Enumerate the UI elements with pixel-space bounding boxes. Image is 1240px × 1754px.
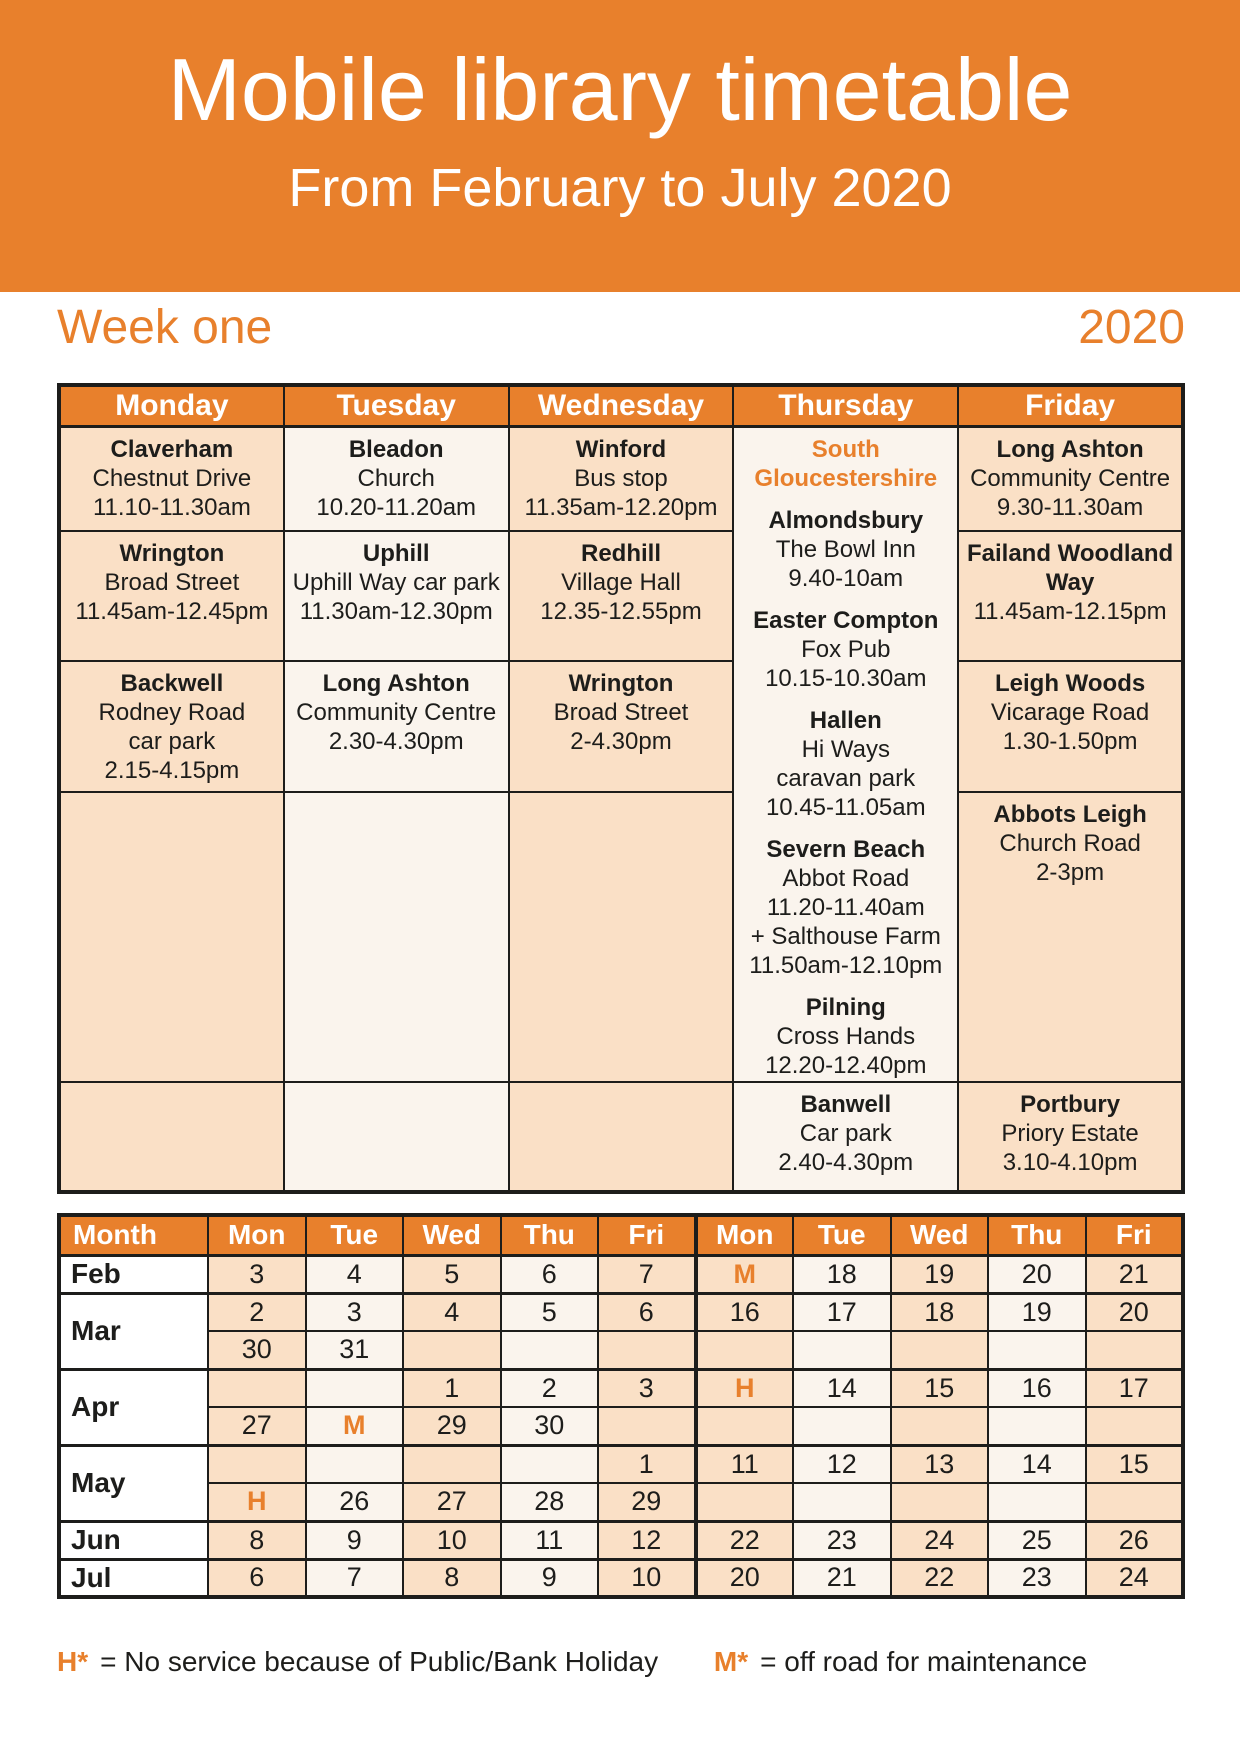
calendar-row bbox=[59, 1369, 1183, 1407]
calendar-header-row bbox=[59, 1215, 1183, 1255]
calendar-row bbox=[59, 1445, 1183, 1483]
timetable-cell bbox=[284, 531, 509, 661]
timetable-row bbox=[59, 426, 1183, 531]
calendar-row bbox=[59, 1293, 1183, 1331]
stop-detail: 2.15-4.15pm bbox=[104, 757, 240, 784]
calendar-cell bbox=[988, 1331, 1086, 1369]
week-label: Week one bbox=[57, 301, 273, 354]
stop-name: Winford bbox=[575, 435, 667, 463]
calendar-body bbox=[59, 1255, 1183, 1597]
calendar-cell: 30 bbox=[208, 1331, 306, 1369]
stop-detail: Community Centre bbox=[296, 699, 497, 726]
timetable-stop bbox=[959, 435, 1181, 522]
stop-detail: Hi Ways bbox=[801, 735, 891, 763]
calendar-cell: 26 bbox=[1086, 1521, 1184, 1559]
calendar-cell: 15 bbox=[1086, 1445, 1184, 1483]
stop-detail: 2-4.30pm bbox=[570, 728, 672, 755]
stop-name: Leigh Woods bbox=[994, 670, 1146, 697]
stop-detail: 11.20-11.40am bbox=[766, 893, 925, 921]
timetable-stop bbox=[734, 435, 957, 493]
timetable-cell bbox=[958, 792, 1183, 1082]
timetable-stop bbox=[959, 1090, 1181, 1177]
calendar-cell: 7 bbox=[598, 1255, 696, 1293]
calendar-cell bbox=[988, 1483, 1086, 1521]
timetable-stop bbox=[734, 506, 957, 593]
stop-name: Long Ashton bbox=[996, 435, 1144, 463]
calendar-cell bbox=[306, 1445, 404, 1483]
stop-detail: Cross Hands bbox=[776, 1022, 916, 1050]
timetable-stop bbox=[61, 539, 283, 626]
timetable-row bbox=[59, 792, 1183, 1082]
stop-detail: 11.45am-12.15pm bbox=[973, 598, 1167, 625]
calendar-cell: 24 bbox=[891, 1521, 989, 1559]
calendar-cell: 12 bbox=[793, 1445, 891, 1483]
page-title: Mobile library timetable bbox=[167, 40, 1073, 139]
timetable-stop bbox=[510, 539, 733, 626]
timetable-cell bbox=[59, 792, 284, 1082]
timetable-header-row bbox=[59, 385, 1183, 426]
calendar-cell: 13 bbox=[891, 1445, 989, 1483]
calendar-cell: 8 bbox=[403, 1559, 501, 1597]
calendar-cell bbox=[501, 1331, 599, 1369]
calendar-cell: H bbox=[208, 1483, 306, 1521]
stop-detail: The Bowl Inn bbox=[775, 535, 916, 563]
calendar-cell: 20 bbox=[1086, 1293, 1184, 1331]
calendar-row bbox=[59, 1521, 1183, 1559]
timetable-stop bbox=[285, 435, 508, 522]
timetable-stop bbox=[510, 669, 733, 756]
calendar-cell bbox=[1086, 1331, 1184, 1369]
calendar-header-day: Mon bbox=[696, 1215, 794, 1255]
timetable-cell bbox=[284, 1082, 509, 1192]
stop-name: Long Ashton bbox=[322, 670, 470, 697]
stop-detail: + Salthouse Farm bbox=[750, 922, 941, 950]
timetable-row bbox=[59, 1082, 1183, 1192]
calendar-headers bbox=[59, 1215, 1183, 1255]
calendar-cell: 2 bbox=[208, 1293, 306, 1331]
stop-name: Redhill bbox=[580, 540, 661, 567]
calendar-cell: 23 bbox=[793, 1521, 891, 1559]
timetable-stop bbox=[959, 539, 1181, 626]
calendar-cell: 21 bbox=[1086, 1255, 1184, 1293]
calendar-cell: 2 bbox=[501, 1369, 599, 1407]
timetable-day-headers bbox=[59, 385, 1183, 426]
calendar-cell: 16 bbox=[696, 1293, 794, 1331]
stop-name: Portbury bbox=[1020, 1091, 1121, 1118]
stop-detail: 11.35am-12.20pm bbox=[524, 493, 718, 521]
calendar-header-day: Mon bbox=[208, 1215, 306, 1255]
calendar-cell bbox=[306, 1369, 404, 1407]
legend-maintenance-text: = off road for maintenance bbox=[760, 1646, 1088, 1677]
day-header-monday: Monday bbox=[59, 385, 284, 426]
calendar-cell bbox=[793, 1483, 891, 1521]
calendar-cell: 23 bbox=[988, 1559, 1086, 1597]
stop-detail: Uphill Way car park bbox=[292, 569, 500, 596]
stop-detail: Chestnut Drive bbox=[92, 464, 252, 492]
calendar-table bbox=[57, 1213, 1185, 1599]
timetable-stop bbox=[734, 993, 957, 1080]
stop-name: Wrington bbox=[119, 540, 225, 567]
stop-name: Backwell bbox=[120, 670, 224, 697]
calendar-cell: 8 bbox=[208, 1521, 306, 1559]
calendar-cell bbox=[891, 1407, 989, 1445]
timetable-cell bbox=[509, 661, 734, 792]
stop-detail: 9.40-10am bbox=[788, 564, 904, 592]
calendar-cell bbox=[208, 1445, 306, 1483]
calendar-cell: 10 bbox=[403, 1521, 501, 1559]
calendar-cell: 3 bbox=[306, 1293, 404, 1331]
timetable-cell bbox=[284, 426, 509, 531]
timetable-cell bbox=[509, 792, 734, 1082]
stop-detail: Fox Pub bbox=[801, 635, 891, 663]
calendar-cell bbox=[1086, 1483, 1184, 1521]
timetable-stop bbox=[734, 606, 957, 693]
stop-detail: 1.30-1.50pm bbox=[1002, 728, 1138, 755]
timetable-cell bbox=[733, 1082, 958, 1192]
calendar-cell: 1 bbox=[403, 1369, 501, 1407]
stop-detail: Broad Street bbox=[553, 699, 689, 726]
week-one-timetable bbox=[57, 383, 1185, 1194]
calendar-cell: 22 bbox=[891, 1559, 989, 1597]
calendar-cell bbox=[403, 1445, 501, 1483]
calendar-cell: 28 bbox=[501, 1483, 599, 1521]
stop-detail: 11.30am-12.30pm bbox=[299, 598, 493, 625]
calendar-cell: 26 bbox=[306, 1483, 404, 1521]
stop-name: Hallen bbox=[809, 706, 882, 734]
timetable-stop bbox=[959, 669, 1181, 756]
legend bbox=[57, 1645, 1185, 1679]
stop-detail: Priory Estate bbox=[1001, 1120, 1139, 1147]
stop-detail: 3.10-4.10pm bbox=[1002, 1149, 1138, 1176]
week-row bbox=[57, 300, 1185, 355]
stop-name: Pilning bbox=[805, 993, 886, 1021]
calendar-cell: 1 bbox=[598, 1445, 696, 1483]
timetable-row bbox=[59, 661, 1183, 792]
calendar-header-day: Tue bbox=[306, 1215, 404, 1255]
stop-detail: caravan park bbox=[776, 764, 916, 792]
timetable-cell bbox=[958, 1082, 1183, 1192]
stop-name: Failand Woodland Way bbox=[966, 540, 1174, 596]
stop-detail: 2.30-4.30pm bbox=[328, 728, 464, 755]
calendar-cell: 6 bbox=[501, 1255, 599, 1293]
timetable-cell bbox=[284, 661, 509, 792]
calendar-cell bbox=[1086, 1407, 1184, 1445]
stop-detail: 11.45am-12.45pm bbox=[75, 598, 269, 625]
stop-name: Claverham bbox=[110, 435, 234, 463]
calendar-cell bbox=[598, 1407, 696, 1445]
timetable-cell bbox=[958, 661, 1183, 792]
calendar-cell: 27 bbox=[208, 1407, 306, 1445]
calendar-cell bbox=[403, 1331, 501, 1369]
timetable-row bbox=[59, 531, 1183, 661]
stop-detail: 10.20-11.20am bbox=[316, 493, 477, 521]
timetable-stop bbox=[959, 800, 1181, 887]
calendar-cell bbox=[696, 1407, 794, 1445]
stop-name: Wrington bbox=[568, 670, 674, 697]
calendar-cell: 17 bbox=[1086, 1369, 1184, 1407]
calendar-cell: 14 bbox=[988, 1445, 1086, 1483]
timetable-cell bbox=[733, 426, 958, 1082]
calendar-header-day: Wed bbox=[403, 1215, 501, 1255]
month-label-feb: Feb bbox=[59, 1255, 208, 1293]
calendar-cell: 14 bbox=[793, 1369, 891, 1407]
calendar-cell: 4 bbox=[403, 1293, 501, 1331]
calendar-cell: 5 bbox=[403, 1255, 501, 1293]
stop-name: Abbots Leigh bbox=[993, 801, 1147, 828]
calendar-cell: 18 bbox=[793, 1255, 891, 1293]
timetable-cell bbox=[59, 531, 284, 661]
timetable-stop bbox=[734, 835, 957, 980]
calendar-cell: 20 bbox=[988, 1255, 1086, 1293]
timetable-stop bbox=[61, 435, 283, 522]
calendar-cell bbox=[598, 1331, 696, 1369]
stop-detail: 2-3pm bbox=[1036, 859, 1105, 886]
stop-detail: car park bbox=[128, 728, 216, 755]
calendar-cell: 5 bbox=[501, 1293, 599, 1331]
stop-name: Uphill bbox=[362, 540, 430, 567]
calendar-cell: 15 bbox=[891, 1369, 989, 1407]
timetable-stop bbox=[510, 435, 733, 522]
stop-detail: Vicarage Road bbox=[990, 699, 1150, 726]
day-header-thursday: Thursday bbox=[733, 385, 958, 426]
timetable-cell bbox=[59, 426, 284, 531]
calendar-cell: 24 bbox=[1086, 1559, 1184, 1597]
day-header-friday: Friday bbox=[958, 385, 1183, 426]
stop-detail: 11.50am-12.10pm bbox=[749, 951, 943, 979]
calendar-header-day: Thu bbox=[501, 1215, 599, 1255]
stop-name: Bleadon bbox=[348, 435, 444, 463]
calendar-cell: 6 bbox=[598, 1293, 696, 1331]
calendar-cell: 16 bbox=[988, 1369, 1086, 1407]
calendar-header-day: Thu bbox=[988, 1215, 1086, 1255]
timetable-cell bbox=[59, 1082, 284, 1192]
stop-detail: Church Road bbox=[999, 830, 1141, 857]
calendar-header-day: Wed bbox=[891, 1215, 989, 1255]
calendar-cell bbox=[793, 1407, 891, 1445]
month-label-jun: Jun bbox=[59, 1521, 208, 1559]
timetable-stop bbox=[734, 1090, 957, 1177]
timetable-stop bbox=[61, 669, 283, 785]
page-subtitle: From February to July 2020 bbox=[288, 158, 952, 218]
calendar-cell bbox=[501, 1445, 599, 1483]
timetable-cell bbox=[958, 531, 1183, 661]
timetable-cell bbox=[509, 531, 734, 661]
timetable-cell bbox=[509, 1082, 734, 1192]
timetable-cell bbox=[284, 792, 509, 1082]
calendar-cell: 12 bbox=[598, 1521, 696, 1559]
calendar-row bbox=[59, 1559, 1183, 1597]
stop-detail: 2.40-4.30pm bbox=[778, 1149, 914, 1176]
calendar-cell: 11 bbox=[501, 1521, 599, 1559]
calendar-cell bbox=[208, 1369, 306, 1407]
legend-holiday-text: = No service because of Public/Bank Holiday bbox=[100, 1646, 659, 1677]
calendar-cell bbox=[891, 1483, 989, 1521]
stop-detail: Car park bbox=[799, 1120, 892, 1147]
stop-detail: Village Hall bbox=[561, 569, 681, 596]
timetable-cell bbox=[59, 661, 284, 792]
stop-detail: 9.30-11.30am bbox=[996, 493, 1144, 521]
calendar-cell: 6 bbox=[208, 1559, 306, 1597]
calendar-cell: 10 bbox=[598, 1559, 696, 1597]
calendar-cell: 4 bbox=[306, 1255, 404, 1293]
timetable-stop bbox=[285, 669, 508, 756]
calendar-row bbox=[59, 1331, 1183, 1369]
month-label-may: May bbox=[59, 1445, 208, 1521]
calendar-cell: 19 bbox=[988, 1293, 1086, 1331]
legend-maintenance-symbol: M* bbox=[713, 1646, 749, 1677]
legend-holiday-symbol: H* bbox=[57, 1646, 89, 1677]
calendar-cell: H bbox=[696, 1369, 794, 1407]
calendar-cell: 29 bbox=[598, 1483, 696, 1521]
stop-detail: 12.20-12.40pm bbox=[765, 1051, 927, 1079]
calendar-cell: 30 bbox=[501, 1407, 599, 1445]
calendar-row bbox=[59, 1483, 1183, 1521]
calendar-header-day: Fri bbox=[1086, 1215, 1184, 1255]
calendar-cell: M bbox=[306, 1407, 404, 1445]
stop-detail: Rodney Road bbox=[98, 699, 246, 726]
calendar-cell bbox=[696, 1483, 794, 1521]
stop-detail: 10.45-11.05am bbox=[765, 793, 926, 821]
calendar-cell: 11 bbox=[696, 1445, 794, 1483]
timetable-body bbox=[59, 426, 1183, 1192]
calendar-cell: 17 bbox=[793, 1293, 891, 1331]
calendar-cell: 31 bbox=[306, 1331, 404, 1369]
stop-detail: 10.15-10.30am bbox=[765, 664, 927, 692]
calendar-cell: 9 bbox=[306, 1521, 404, 1559]
calendar-cell bbox=[696, 1331, 794, 1369]
calendar-cell: 25 bbox=[988, 1521, 1086, 1559]
year-label: 2020 bbox=[1078, 301, 1185, 354]
calendar-header-month: Month bbox=[59, 1215, 208, 1255]
stop-name: Severn Beach bbox=[766, 835, 926, 863]
timetable-stop bbox=[285, 539, 508, 626]
calendar-cell bbox=[891, 1331, 989, 1369]
calendar-header-day: Fri bbox=[598, 1215, 696, 1255]
day-header-wednesday: Wednesday bbox=[509, 385, 734, 426]
timetable-cell bbox=[509, 426, 734, 531]
calendar-cell: 7 bbox=[306, 1559, 404, 1597]
calendar-cell: 27 bbox=[403, 1483, 501, 1521]
stop-detail: Church bbox=[357, 464, 435, 492]
calendar-cell: 21 bbox=[793, 1559, 891, 1597]
calendar-cell: 19 bbox=[891, 1255, 989, 1293]
calendar-cell: 9 bbox=[501, 1559, 599, 1597]
stop-detail: Bus stop bbox=[574, 464, 668, 492]
calendar-cell: 29 bbox=[403, 1407, 501, 1445]
calendar-cell: M bbox=[696, 1255, 794, 1293]
calendar-header-day: Tue bbox=[793, 1215, 891, 1255]
calendar-cell: 20 bbox=[696, 1559, 794, 1597]
stop-name: Easter Compton bbox=[753, 606, 939, 634]
calendar-cell: 3 bbox=[598, 1369, 696, 1407]
calendar-row bbox=[59, 1255, 1183, 1293]
month-label-mar: Mar bbox=[59, 1293, 208, 1369]
timetable-stop bbox=[734, 706, 957, 822]
calendar-cell bbox=[988, 1407, 1086, 1445]
calendar-cell: 22 bbox=[696, 1521, 794, 1559]
calendar-row bbox=[59, 1407, 1183, 1445]
stop-name: Banwell bbox=[800, 1091, 892, 1118]
stop-name: Almondsbury bbox=[768, 506, 924, 534]
stop-detail: Abbot Road bbox=[782, 864, 910, 892]
banner bbox=[0, 0, 1240, 292]
stop-detail: Community Centre bbox=[970, 464, 1171, 492]
month-label-jul: Jul bbox=[59, 1559, 208, 1597]
calendar-cell bbox=[793, 1331, 891, 1369]
stop-name: South Gloucestershire bbox=[754, 435, 938, 492]
month-label-apr: Apr bbox=[59, 1369, 208, 1445]
stop-detail: Broad Street bbox=[104, 569, 240, 596]
timetable-cell bbox=[958, 426, 1183, 531]
stop-detail: 12.35-12.55pm bbox=[540, 598, 702, 625]
calendar-cell: 3 bbox=[208, 1255, 306, 1293]
day-header-tuesday: Tuesday bbox=[284, 385, 509, 426]
stop-detail: 11.10-11.30am bbox=[92, 493, 251, 521]
calendar-cell: 18 bbox=[891, 1293, 989, 1331]
